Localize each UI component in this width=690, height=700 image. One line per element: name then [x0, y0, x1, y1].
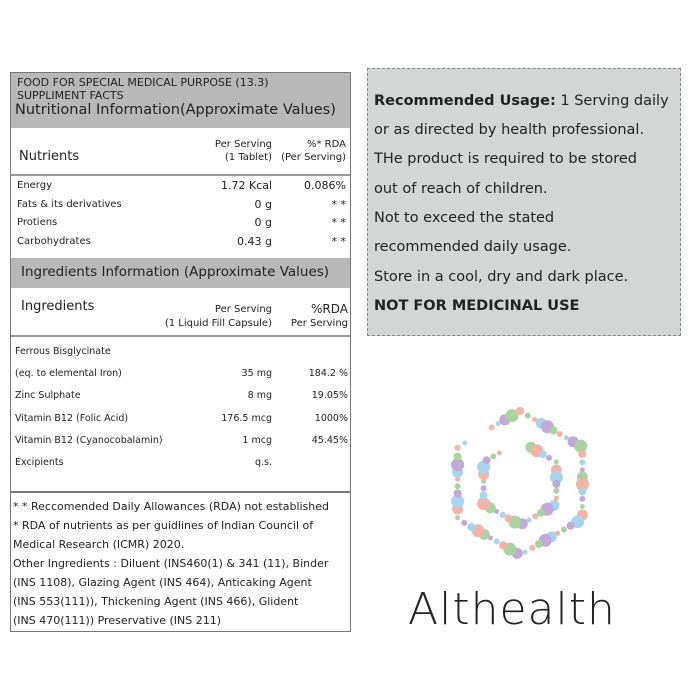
logo-dot [532, 513, 538, 519]
divider [11, 335, 350, 337]
ingredient-rda: 19.05% [311, 390, 348, 402]
footnote: (INS 553(111)), Thickening Agent (INS 466), Glident [13, 595, 299, 608]
logo-dot [529, 545, 535, 551]
logo-dot [483, 456, 491, 464]
nutrient-value: 0 g [254, 216, 272, 229]
logo-dot [455, 445, 461, 451]
footnote: Medical Research (ICMR) 2020. [13, 538, 185, 551]
logo-dot [546, 455, 552, 461]
footnote: * RDA of nutrients as per guidlines of Indian Council of [13, 519, 314, 532]
logo-dot [535, 540, 543, 548]
col-per-serving: Per Serving [214, 304, 272, 315]
ingredients-heading: Ingredients Information (Approximate Values) [21, 264, 330, 280]
logo-dot [561, 527, 567, 533]
ingredient-rda: 45.45% [311, 434, 348, 446]
nutrient-value: 0 g [254, 197, 272, 211]
logo-dot [499, 541, 507, 549]
col-rda: %* RDA [307, 139, 346, 150]
logo-dot [537, 509, 545, 517]
logo-dot [516, 407, 524, 415]
col-rda-sub: (Per Serving) [281, 152, 346, 163]
col-per-serving-sub: (1 Liquid Fill Capsule) [164, 318, 272, 329]
logo-dot [462, 440, 467, 445]
nutrition-facts-panel [10, 72, 351, 632]
logo-dot [567, 522, 575, 530]
usage-line: Not to exceed the stated [374, 209, 555, 226]
usage-label: Recommended Usage: [374, 93, 556, 109]
logo-dot [527, 517, 532, 522]
col-per-serving-sub: (1 Tablet) [224, 152, 272, 163]
logo-dot [553, 488, 559, 494]
usage-line: or as directed by health professional. [374, 122, 645, 138]
logo-dot [579, 459, 585, 465]
title-line2: SUPPLIMENT FACTS [17, 89, 124, 102]
logo-dot [489, 424, 495, 430]
divider [11, 174, 350, 176]
logo-dot [525, 413, 531, 419]
brand-name: Althealth [408, 584, 616, 635]
col-ingredients: Ingredients [21, 299, 95, 314]
logo-dot [539, 450, 547, 458]
logo-dot [455, 483, 461, 489]
footnote: (INS 1108), Glazing Agent (INS 464), Anticaking Agent [13, 576, 312, 589]
logo-dot [552, 480, 560, 488]
ingredient-name: Ferrous Bisglycinate [15, 346, 111, 357]
logo-dot [481, 485, 487, 491]
ingredient-value: 176.5 mcg [221, 412, 272, 424]
nutrient-name: Protiens [17, 217, 58, 228]
ingredient-name: (eq. to elemental Iron) [15, 368, 122, 380]
ingredient-rda: 1000% [314, 412, 348, 424]
logo-dot [454, 490, 462, 498]
logo-dot [579, 496, 585, 502]
footnote: * * Reccomended Daily Allowances (RDA) not established [13, 500, 330, 513]
nutrient-value: 0.43 g [237, 234, 272, 248]
usage-line: recommended daily usage. [374, 239, 572, 256]
usage-panel [367, 68, 681, 336]
logo-dot [557, 431, 563, 437]
ingredient-value: 35 mg [241, 368, 272, 380]
nutrition-heading: Nutritional Information(Approximate Values) [15, 102, 336, 118]
usage-text: 1 Serving daily [555, 93, 669, 109]
title-line1: FOOD FOR SPECIAL MEDICAL PURPOSE (13.3) [17, 76, 269, 89]
col-rda: %RDA [311, 302, 348, 316]
nutrient-rda: * * [331, 234, 346, 248]
nutrient-rda: * * [331, 197, 346, 211]
nutrient-rda: * * [331, 216, 346, 229]
nutrient-rda: 0.086% [304, 179, 346, 192]
logo-dot [497, 450, 502, 455]
nutrient-value: 1.72 Kcal [220, 179, 272, 192]
warning-text: NOT FOR MEDICINAL USE [374, 298, 580, 314]
logo-dot [550, 426, 558, 434]
logo-dot [554, 459, 559, 464]
usage-line: THe product is required to be stored [374, 151, 638, 168]
nutrient-name: Fats & its derivatives [17, 198, 122, 210]
logo-dot [467, 523, 475, 531]
ingredient-name: Vitamin B12 (Folic Acid) [15, 412, 129, 424]
col-nutrients: Nutrients [19, 149, 80, 164]
usage-line-0 [374, 93, 669, 109]
usage-line: Store in a cool, dry and dark place. [374, 268, 629, 285]
usage-line: out of reach of children. [374, 180, 548, 197]
logo-dot [500, 512, 506, 518]
ingredient-rda: 184.2 % [308, 368, 348, 380]
brand-logo-icon [440, 395, 600, 565]
footnote: Other Ingredients : Diluent (INS460(1) & 341 (11), Binder [13, 557, 329, 570]
ingredient-value: 1 mcg [242, 434, 272, 446]
col-rda-sub: Per Serving [290, 318, 348, 329]
ingredient-name: Excipients [15, 457, 64, 468]
logo-dot [455, 515, 460, 520]
logo-dot [578, 487, 586, 495]
ingredient-name: Vitamin B12 (Cyanocobalamin) [15, 434, 163, 446]
logo-dot [490, 453, 496, 459]
ingredient-name: Zinc Sulphate [15, 390, 81, 402]
footnote: (INS 470(111)) Preservative (INS 211) [13, 614, 222, 627]
logo-dot [578, 450, 586, 458]
logo-dot [564, 435, 569, 440]
logo-dot [461, 520, 467, 526]
divider [11, 491, 350, 493]
nutrient-name: Energy [17, 180, 53, 191]
col-per-serving: Per Serving [214, 139, 272, 150]
logo-dot [523, 550, 528, 555]
ingredient-value: 8 mg [247, 390, 272, 402]
logo-dot [505, 514, 513, 522]
logo-dot [494, 539, 500, 545]
nutrient-name: Carbohydrates [17, 235, 91, 247]
logo-dot [580, 504, 585, 509]
logo-dot [454, 453, 462, 461]
logo-dot [480, 491, 488, 499]
ingredient-value: q.s. [254, 457, 272, 468]
